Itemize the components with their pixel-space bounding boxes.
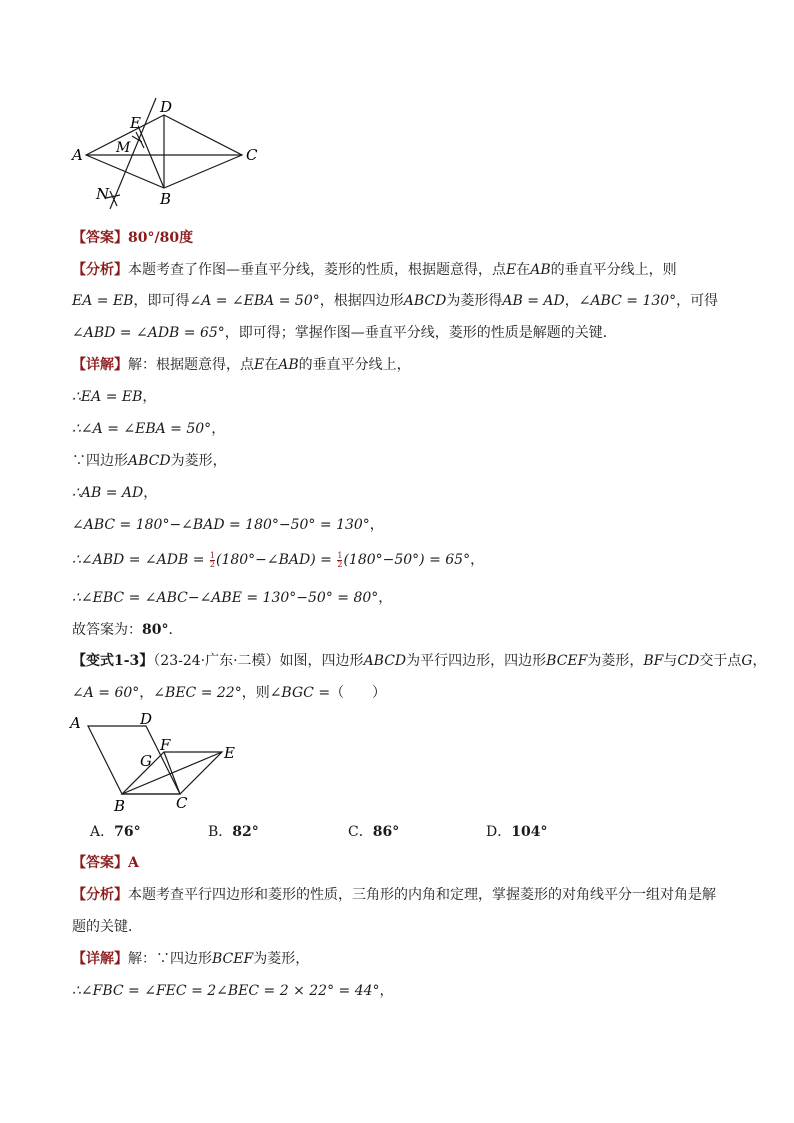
- label-A: A: [70, 714, 81, 732]
- analysis-2-line-1: 【分析】本题考查平行四边形和菱形的性质，三角形的内角和定理，掌握菱形的对角线平分一组对角是解: [72, 887, 716, 903]
- detail-1-line-9: 故答案为：80°．: [72, 622, 183, 638]
- answer-2: 【答案】A: [72, 855, 139, 871]
- label-E: E: [224, 744, 235, 762]
- detail-1-line-7: ∴∠ABD = ∠ADB = $\frac{1}{2}$ (180°−∠BAD) = $\frac{1}{2}$ (180°−50°) = 65°，: [72, 550, 485, 569]
- label-D: D: [160, 98, 173, 116]
- detail-2-line-1: 【详解】解：∵四边形BCEF为菱形，: [72, 951, 310, 967]
- detail-1-line-1: 【详解】解：根据题意得，点E在AB的垂直平分线上，: [72, 357, 411, 373]
- label-A: A: [72, 146, 83, 164]
- detail-1-line-2: ∴EA = EB，: [72, 389, 157, 405]
- answer-1: 【答案】80°/80度: [72, 230, 194, 246]
- label-B: B: [160, 190, 172, 208]
- detail-1-line-5: ∴AB = AD，: [72, 485, 158, 501]
- fraction-half: $\frac{1}{2}$: [337, 550, 343, 569]
- question-2-line-1: 【变式1-3】（23-24·广东·二模）如图，四边形ABCD为平行四边形，四边形BCEF为菱形，BF与CD交于点G，: [72, 653, 767, 669]
- analysis-1-line-2: EA = EB，即可得∠A = ∠EBA = 50°，根据四边形ABCD为菱形得AB = AD，∠ABC = 130°，可得: [72, 293, 719, 309]
- label-C: C: [246, 146, 258, 164]
- label-G: G: [140, 752, 152, 770]
- figure-parallelogram-rhombus: [66, 708, 256, 814]
- label-D: D: [140, 710, 153, 728]
- option-b[interactable]: B．82°: [208, 824, 259, 840]
- detail-2-line-2: ∴∠FBC = ∠FEC = 2∠BEC = 2 × 22° = 44°，: [72, 983, 394, 999]
- detail-1-line-8: ∴∠EBC = ∠ABC−∠ABE = 130°−50° = 80°，: [72, 590, 393, 606]
- option-a[interactable]: A．76°: [90, 824, 141, 840]
- label-B: B: [114, 797, 126, 814]
- detail-1-line-3: ∴∠A = ∠EBA = 50°，: [72, 421, 226, 437]
- label-M: M: [116, 140, 131, 156]
- label-F: F: [160, 736, 171, 754]
- fraction-half: $\frac{1}{2}$: [209, 550, 215, 569]
- detail-1-line-4: ∵四边形ABCD为菱形，: [72, 453, 227, 469]
- option-d[interactable]: D．104°: [486, 824, 548, 840]
- label-E: E: [130, 114, 141, 132]
- figure-rhombus-bisector: [70, 96, 270, 216]
- label-N: N: [96, 185, 110, 203]
- label-C: C: [176, 794, 188, 812]
- question-2-line-2: ∠A = 60°，∠BEC = 22°，则∠BGC =（ ）: [72, 685, 387, 701]
- analysis-1-line-1: 【分析】本题考查了作图—垂直平分线，菱形的性质，根据题意得，点E在AB的垂直平分线上，则: [72, 262, 677, 278]
- option-c[interactable]: C．86°: [348, 824, 400, 840]
- analysis-2-line-2: 题的关键．: [72, 919, 142, 935]
- analysis-1-line-3: ∠ABD = ∠ADB = 65°，即可得；掌握作图—垂直平分线，菱形的性质是解题的关键．: [72, 325, 617, 341]
- detail-1-line-6: ∠ABC = 180°−∠BAD = 180°−50° = 130°，: [72, 517, 384, 533]
